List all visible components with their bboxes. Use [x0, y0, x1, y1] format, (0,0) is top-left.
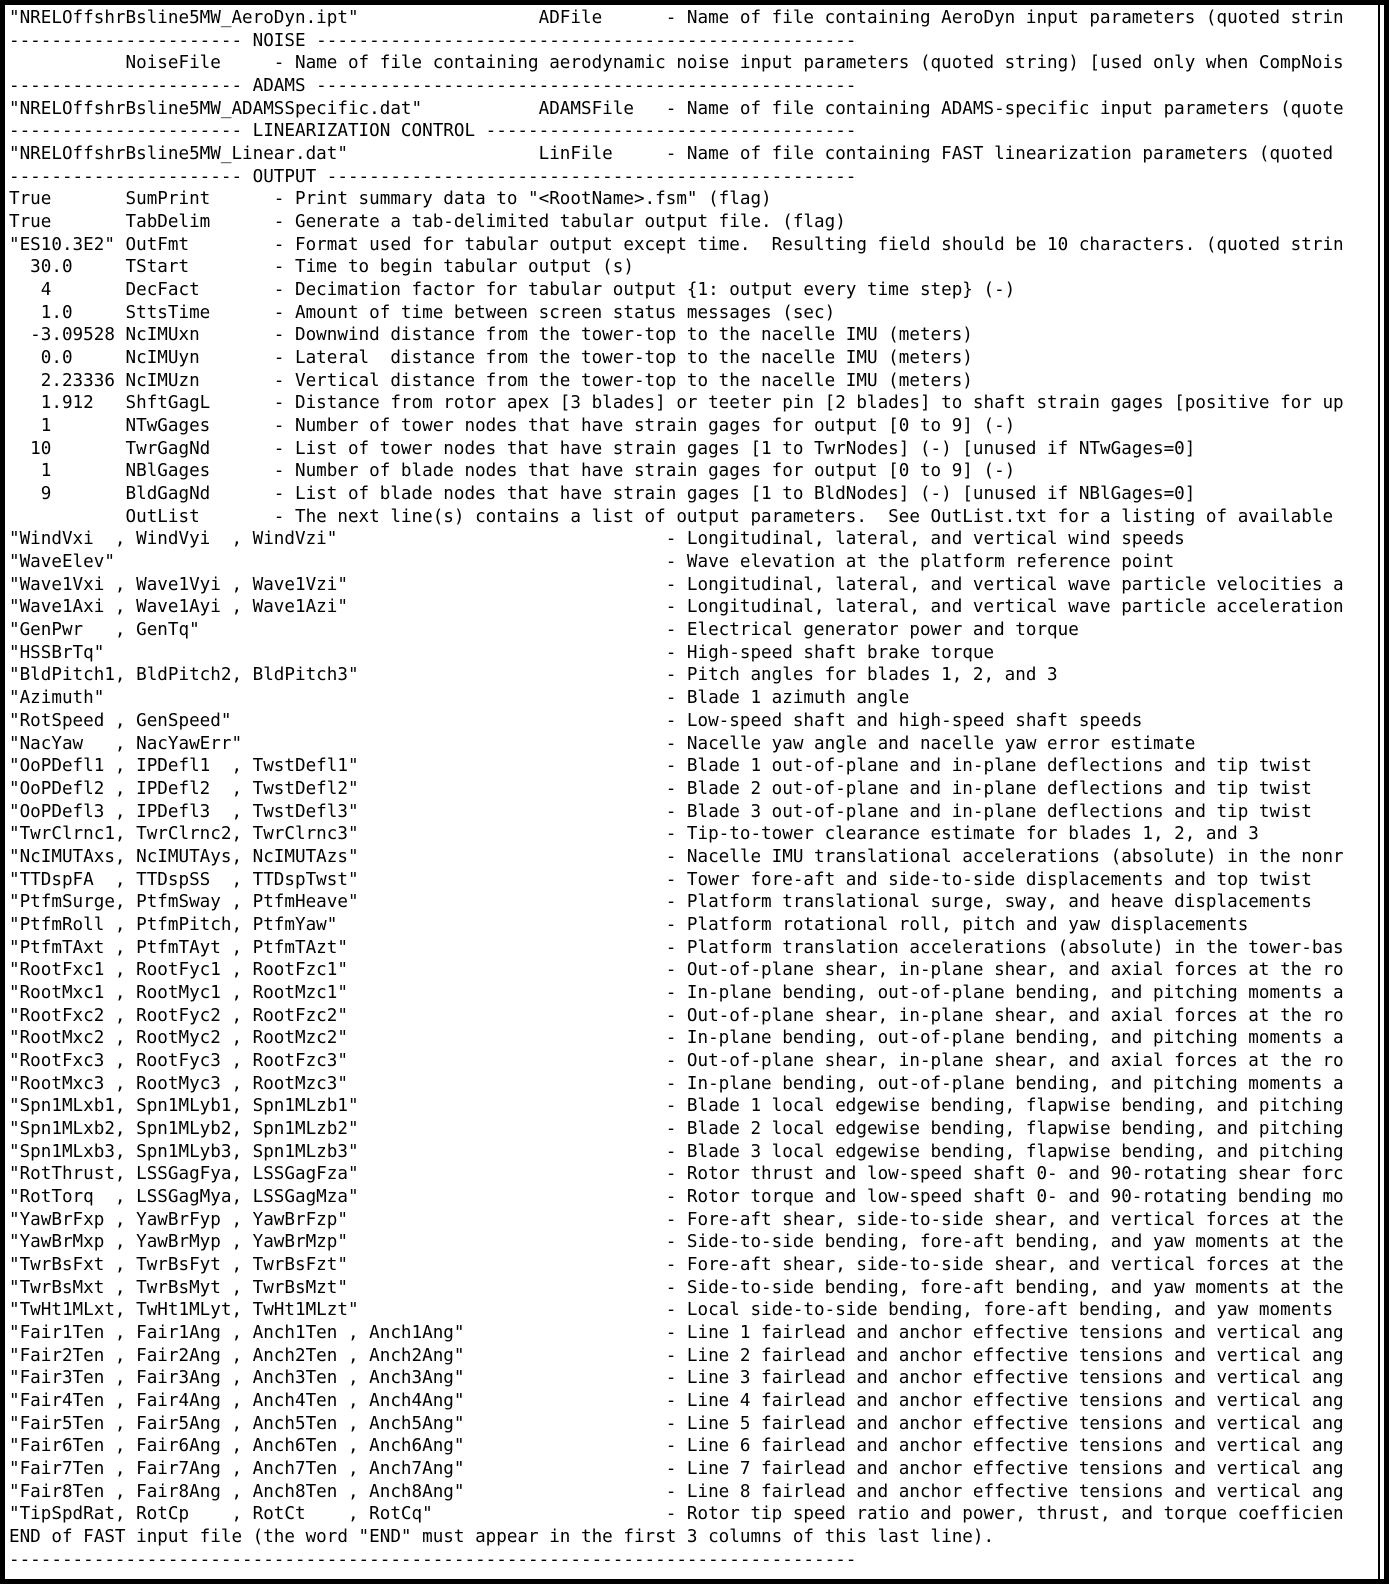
- file-line: "RotSpeed , GenSpeed" - Low-speed shaft and high-speed shaft speeds: [9, 710, 1143, 731]
- file-line: "Fair6Ten , Fair6Ang , Anch6Ten , Anch6Ang" - Line 6 fairlead and anchor effective tensions and vertical ang: [9, 1436, 1344, 1457]
- file-line: True SumPrint - Print summary data to "<RootName>.fsm" (flag): [9, 189, 772, 210]
- file-line: "TwrBsFxt , TwrBsFyt , TwrBsFzt" - Fore-aft shear, side-to-side shear, and vertical forces at the: [9, 1254, 1344, 1275]
- file-line: "RootMxc1 , RootMyc1 , RootMzc1" - In-plane bending, out-of-plane bending, and pitching moments a: [9, 982, 1344, 1003]
- file-line: "RootMxc3 , RootMyc3 , RootMzc3" - In-plane bending, out-of-plane bending, and pitching moments a: [9, 1073, 1344, 1094]
- file-line: 10 TwrGagNd - List of tower nodes that have strain gages [1 to TwrNodes] (-) [unused if NTwGages=0]: [9, 438, 1196, 459]
- file-line: 2.23336 NcIMUzn - Vertical distance from the tower-top to the nacelle IMU (meters): [9, 370, 973, 391]
- file-line: "WindVxi , WindVyi , WindVzi" - Longitudinal, lateral, and vertical wind speeds: [9, 529, 1185, 550]
- file-line: "Spn1MLxb3, Spn1MLyb3, Spn1MLzb3" - Blade 3 local edgewise bending, flapwise bending, and pitching: [9, 1141, 1344, 1162]
- file-line: "NcIMUTAxs, NcIMUTAys, NcIMUTAzs" - Nacelle IMU translational accelerations (absolute) in the nonr: [9, 846, 1344, 867]
- file-line: "NRELOffshrBsline5MW_AeroDyn.ipt" ADFile - Name of file containing AeroDyn input parameters (quoted strin: [9, 8, 1344, 28]
- file-line: 4 DecFact - Decimation factor for tabular output {1: output every time step} (-): [9, 280, 1016, 301]
- file-content: [5, 5, 1378, 1579]
- file-line: OutList - The next line(s) contains a list of output parameters. See OutList.txt for a listing of available: [9, 506, 1334, 527]
- file-line: "Wave1Axi , Wave1Ayi , Wave1Azi" - Longitudinal, lateral, and vertical wave particle acceleration: [9, 597, 1344, 618]
- file-line: ---------------------- NOISE ---------------------------------------------------: [9, 30, 857, 51]
- file-line: "TipSpdRat, RotCp , RotCt , RotCq" - Rotor tip speed ratio and power, thrust, and torque coefficien: [9, 1504, 1344, 1525]
- file-line: "RootFxc2 , RootFyc2 , RootFzc2" - Out-of-plane shear, in-plane shear, and axial forces at the ro: [9, 1005, 1344, 1026]
- file-line: ---------------------- ADAMS ---------------------------------------------------: [9, 76, 857, 97]
- file-line: "RootMxc2 , RootMyc2 , RootMzc2" - In-plane bending, out-of-plane bending, and pitching moments a: [9, 1028, 1344, 1049]
- file-line: "Azimuth" - Blade 1 azimuth angle: [9, 688, 910, 709]
- right-edge-rule: [1378, 5, 1380, 1579]
- file-line: END of FAST input file (the word "END" must appear in the first 3 columns of this last line).: [9, 1527, 995, 1548]
- file-line: ---------------------- LINEARIZATION CONTROL -----------------------------------: [9, 121, 857, 142]
- file-line: 1 NTwGages - Number of tower nodes that have strain gages for output [0 to 9] (-): [9, 416, 1016, 437]
- file-line: "TwrClrnc1, TwrClrnc2, TwrClrnc3" - Tip-to-tower clearance estimate for blades 1, 2, and 3: [9, 824, 1259, 845]
- file-line: --------------------------------------------------------------------------------: [9, 1549, 857, 1570]
- file-line: "NacYaw , NacYawErr" - Nacelle yaw angle and nacelle yaw error estimate: [9, 733, 1196, 754]
- file-line: NoiseFile - Name of file containing aerodynamic noise input parameters (quoted string) [used only when CompNois: [9, 53, 1344, 74]
- file-line: "HSSBrTq" - High-speed shaft brake torque: [9, 642, 995, 663]
- file-line: "Fair5Ten , Fair5Ang , Anch5Ten , Anch5Ang" - Line 5 fairlead and anchor effective tensions and vertical ang: [9, 1413, 1344, 1434]
- file-line: 1.0 SttsTime - Amount of time between screen status messages (sec): [9, 302, 836, 323]
- file-line: 9 BldGagNd - List of blade nodes that have strain gages [1 to BldNodes] (-) [unused if NBlGages=0]: [9, 484, 1196, 505]
- file-line: "Fair8Ten , Fair8Ang , Anch8Ten , Anch8Ang" - Line 8 fairlead and anchor effective tensions and vertical ang: [9, 1481, 1344, 1502]
- file-line: 1.912 ShftGagL - Distance from rotor apex [3 blades] or teeter pin [2 blades] to shaft strain gages [positive for up: [9, 393, 1344, 414]
- file-line: -3.09528 NcIMUxn - Downwind distance from the tower-top to the nacelle IMU (meters): [9, 325, 973, 346]
- file-line: "PtfmSurge, PtfmSway , PtfmHeave" - Platform translational surge, sway, and heave displacements: [9, 892, 1312, 913]
- file-line: "RotThrust, LSSGagFya, LSSGagFza" - Rotor thrust and low-speed shaft 0- and 90-rotating shear forc: [9, 1164, 1344, 1185]
- file-line: "Fair7Ten , Fair7Ang , Anch7Ten , Anch7Ang" - Line 7 fairlead and anchor effective tensions and vertical ang: [9, 1459, 1344, 1479]
- file-line: 0.0 NcIMUyn - Lateral distance from the tower-top to the nacelle IMU (meters): [9, 348, 973, 369]
- file-line: "YawBrMxp , YawBrMyp , YawBrMzp" - Side-to-side bending, fore-aft bending, and yaw moments at the: [9, 1232, 1344, 1253]
- file-line: 30.0 TStart - Time to begin tabular output (s): [9, 257, 634, 278]
- file-line: "PtfmTAxt , PtfmTAyt , PtfmTAzt" - Platform translation accelerations (absolute) in the tower-bas: [9, 937, 1344, 958]
- file-line: "TTDspFA , TTDspSS , TTDspTwst" - Tower fore-aft and side-to-side displacements and top twist: [9, 869, 1312, 890]
- file-line: "OoPDefl3 , IPDefl3 , TwstDefl3" - Blade 3 out-of-plane and in-plane deflections and tip twist: [9, 801, 1312, 822]
- file-line: ---------------------- OUTPUT --------------------------------------------------: [9, 166, 857, 187]
- file-line: "PtfmRoll , PtfmPitch, PtfmYaw" - Platform rotational roll, pitch and yaw displacements: [9, 914, 1249, 935]
- file-line: "NRELOffshrBsline5MW_ADAMSSpecific.dat" ADAMSFile - Name of file containing ADAMS-specific input parameters (quote: [9, 98, 1344, 119]
- file-line: "Wave1Vxi , Wave1Vyi , Wave1Vzi" - Longitudinal, lateral, and vertical wave particle velocities a: [9, 574, 1344, 595]
- file-line: "Spn1MLxb2, Spn1MLyb2, Spn1MLzb2" - Blade 2 local edgewise bending, flapwise bending, and pitching: [9, 1118, 1344, 1139]
- file-line: "Fair4Ten , Fair4Ang , Anch4Ten , Anch4Ang" - Line 4 fairlead and anchor effective tensions and vertical ang: [9, 1390, 1344, 1411]
- file-line: True TabDelim - Generate a tab-delimited tabular output file. (flag): [9, 212, 846, 233]
- file-line: 1 NBlGages - Number of blade nodes that have strain gages for output [0 to 9] (-): [9, 461, 1016, 482]
- file-line: "RootFxc1 , RootFyc1 , RootFzc1" - Out-of-plane shear, in-plane shear, and axial forces at the ro: [9, 960, 1344, 981]
- file-line: "GenPwr , GenTq" - Electrical generator power and torque: [9, 620, 1079, 641]
- file-line: "OoPDefl1 , IPDefl1 , TwstDefl1" - Blade 1 out-of-plane and in-plane deflections and tip twist: [9, 756, 1312, 777]
- file-line: "TwrBsMxt , TwrBsMyt , TwrBsMzt" - Side-to-side bending, fore-aft bending, and yaw moments at the: [9, 1277, 1344, 1298]
- file-line: "RotTorq , LSSGagMya, LSSGagMza" - Rotor torque and low-speed shaft 0- and 90-rotating bending mo: [9, 1186, 1344, 1207]
- file-line: "TwHt1MLxt, TwHt1MLyt, TwHt1MLzt" - Local side-to-side bending, fore-aft bending, and yaw moments: [9, 1300, 1334, 1321]
- file-line: "YawBrFxp , YawBrFyp , YawBrFzp" - Fore-aft shear, side-to-side shear, and vertical forces at the: [9, 1209, 1344, 1230]
- file-line: "OoPDefl2 , IPDefl2 , TwstDefl2" - Blade 2 out-of-plane and in-plane deflections and tip twist: [9, 778, 1312, 799]
- file-line: "Spn1MLxb1, Spn1MLyb1, Spn1MLzb1" - Blade 1 local edgewise bending, flapwise bending, and pitching: [9, 1096, 1344, 1117]
- file-line: "NRELOffshrBsline5MW_Linear.dat" LinFile - Name of file containing FAST linearization parameters (quoted: [9, 144, 1334, 165]
- file-line: "Fair3Ten , Fair3Ang , Anch3Ten , Anch3Ang" - Line 3 fairlead and anchor effective tensions and vertical ang: [9, 1368, 1344, 1389]
- file-line: "Fair1Ten , Fair1Ang , Anch1Ten , Anch1Ang" - Line 1 fairlead and anchor effective tensions and vertical ang: [9, 1322, 1344, 1343]
- file-line: "WaveElev" - Wave elevation at the platform reference point: [9, 552, 1175, 573]
- file-line: "Fair2Ten , Fair2Ang , Anch2Ten , Anch2Ang" - Line 2 fairlead and anchor effective tensions and vertical ang: [9, 1345, 1344, 1366]
- file-line: "BldPitch1, BldPitch2, BldPitch3" - Pitch angles for blades 1, 2, and 3: [9, 665, 1058, 686]
- file-line: "ES10.3E2" OutFmt - Format used for tabular output except time. Resulting field should be 10 characters. (quoted strin: [9, 234, 1344, 255]
- file-line: "RootFxc3 , RootFyc3 , RootFzc3" - Out-of-plane shear, in-plane shear, and axial forces at the ro: [9, 1050, 1344, 1071]
